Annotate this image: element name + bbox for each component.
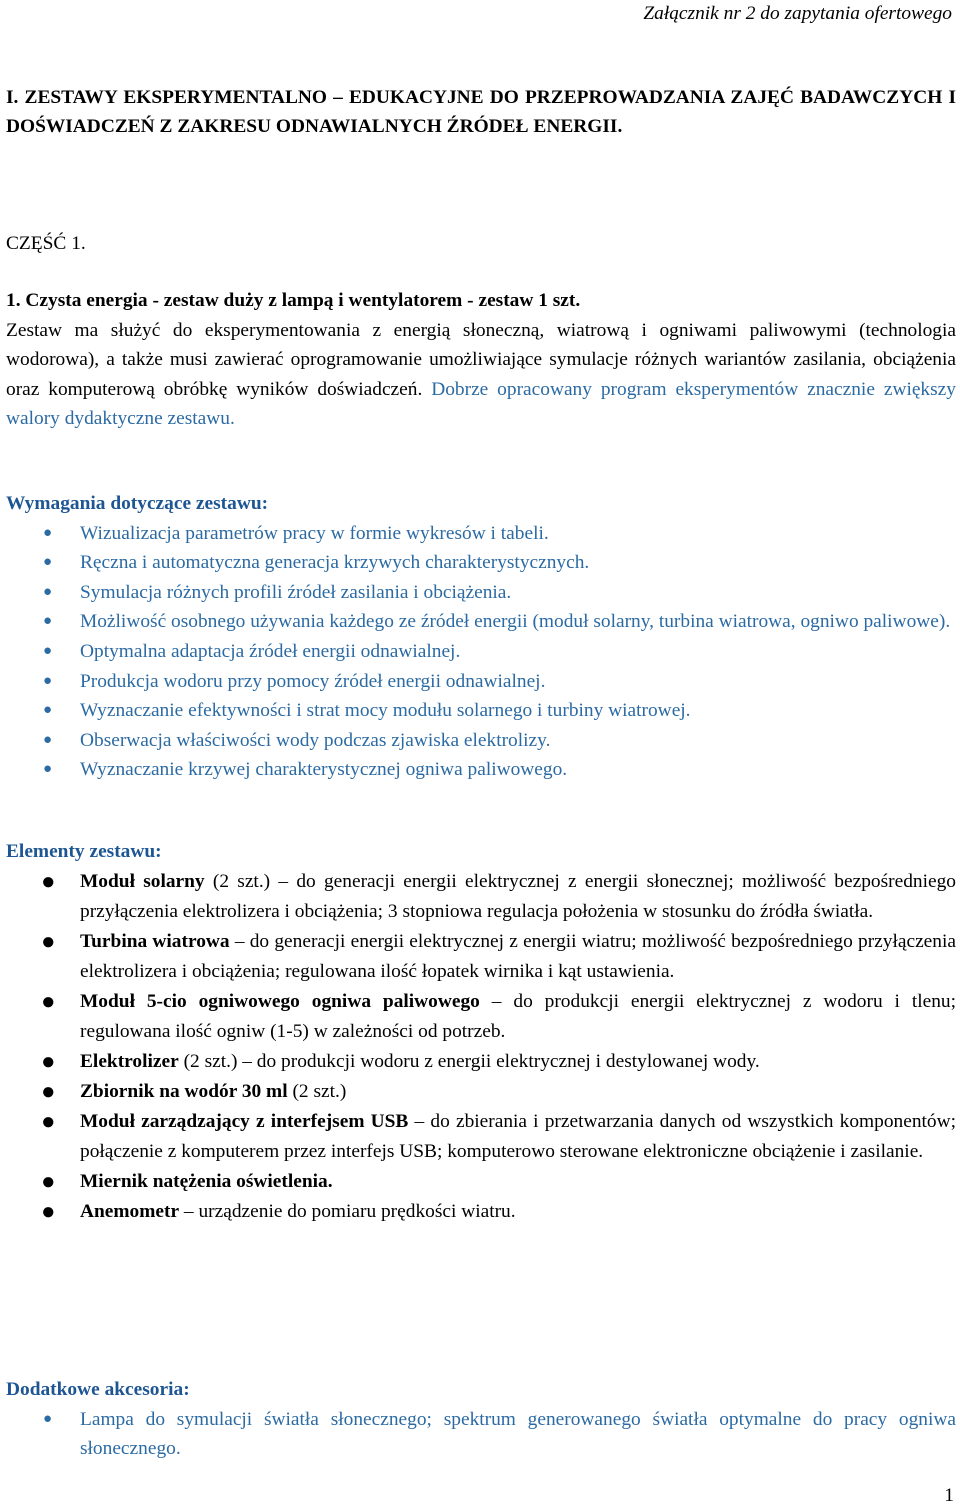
bullet-icon: ● <box>41 1168 56 1195</box>
bullet-icon: ● <box>43 761 53 778</box>
list-item: ● Zbiornik na wodór 30 ml (2 szt.) <box>41 1078 347 1105</box>
bullet-icon: ● <box>41 988 56 1015</box>
list-item: ● Turbina wiatrowa – do generacji energii elektrycznej z energii wiatru; możliwość bezpośredniego przyłączenia elektrolizera i obciążenia; regulowana ilość łopatek wirnika i kąt ustawienia. <box>41 928 956 982</box>
list-item: ● Moduł zarządzający z interfejsem USB – do zbierania i przetwarzania danych od wszystkich komponentów; połączenie z komputerem przez interfejs USB; komputerowo sterowane elektroniczne obciążenie i zasilanie. <box>41 1108 957 1162</box>
list-item: ● Wyznaczanie krzywej charakterystycznej ogniwa paliwowego. <box>6 755 956 785</box>
list-item: ● Ręczna i automatyczna generacja krzywych charakterystycznych. <box>6 548 956 578</box>
list-item: ● Miernik natężenia oświetlenia. <box>41 1168 333 1195</box>
list-item: ● Możliwość osobnego używania każdego ze źródeł energii (moduł solarny, turbina wiatrowa, ogniwo paliwowe). <box>6 607 956 637</box>
section-1 <box>6 286 956 434</box>
intro-extra: Dobrze opracowany program eksperymentów znacznie zwiększy walory dydaktyczne zestawu. <box>6 378 956 430</box>
list-item: ● Symulacja różnych profili źródeł zasilania i obciążenia. <box>6 578 956 608</box>
list-item: ● Elektrolizer (2 szt.) – do produkcji wodoru z energii elektrycznej i destylowanej wody. <box>41 1048 760 1075</box>
bullet-icon: ● <box>43 1410 53 1427</box>
bullet-icon: ● <box>43 642 53 659</box>
bullet-icon: ● <box>41 1048 56 1075</box>
elements-list <box>6 867 956 1227</box>
list-item: ● Obserwacja właściwości wody podczas zjawiska elektrolizy. <box>6 726 956 756</box>
bullet-icon: ● <box>41 928 56 955</box>
bullet-icon: ● <box>43 672 53 689</box>
list-item: ● Wizualizacja parametrów pracy w formie wykresów i tabeli. <box>6 519 956 549</box>
requirements-heading: Wymagania dotyczące zestawu: <box>6 493 269 514</box>
elements-block <box>6 837 956 1227</box>
list-item: ● Moduł 5-cio ogniwowego ogniwa paliwowego – do produkcji energii elektrycznej z wodoru i tlenu; regulowana ilość ogniw (1-5) w zależności od potrzeb. <box>41 988 956 1042</box>
bullet-icon: ● <box>43 731 53 748</box>
bullet-icon: ● <box>41 1108 56 1135</box>
list-item: ● Optymalna adaptacja źródeł energii odnawialnej. <box>6 637 956 667</box>
accessories-list <box>6 1405 956 1464</box>
bullet-icon: ● <box>43 583 53 600</box>
page-number: 1 <box>944 1485 954 1506</box>
accessories-heading: Dodatkowe akcesoria: <box>6 1379 190 1400</box>
list-item: ● Anemometr – urządzenie do pomiaru prędkości wiatru. <box>41 1198 516 1225</box>
intro-main: Zestaw ma służyć do eksperymentowania z energią słoneczną, wiatrową i ogniwami paliwowymi (technologia wodorowa), a także musi zawierać oprogramowanie umożliwiające symulacje różnych wariantów zasilania, obciążenia oraz komputerową obróbkę wyników doświadczeń. <box>6 319 956 400</box>
requirements-block <box>6 489 956 785</box>
elements-heading: Elementy zestawu: <box>6 841 162 862</box>
part-heading: CZĘŚĆ 1. <box>6 233 86 254</box>
section-title: 1. Czysta energia - zestaw duży z lampą i wentylatorem - zestaw 1 szt. <box>6 290 581 311</box>
bullet-icon: ● <box>43 702 53 719</box>
bullet-icon: ● <box>41 868 56 895</box>
bullet-icon: ● <box>41 1198 56 1225</box>
list-item: ● Produkcja wodoru przy pomocy źródeł energii odnawialnej. <box>6 667 956 697</box>
bullet-icon: ● <box>43 554 53 571</box>
list-item: ● Wyznaczanie efektywności i strat mocy modułu solarnego i turbiny wiatrowej. <box>6 696 956 726</box>
bullet-icon: ● <box>41 1078 56 1105</box>
bullet-icon: ● <box>43 524 53 541</box>
section-intro <box>6 316 956 434</box>
main-title: I. ZESTAWY EKSPERYMENTALNO – EDUKACYJNE DO PRZEPROWADZANIA ZAJĘĆ BADAWCZYCH I DOŚWIADCZEŃ Z ZAKRESU ODNAWIALNYCH ŹRÓDEŁ ENERGII. <box>6 87 956 137</box>
requirements-list <box>6 519 956 785</box>
annex-header: Załącznik nr 2 do zapytania ofertowego <box>643 3 952 24</box>
bullet-icon: ● <box>43 613 53 630</box>
list-item: ● Moduł solarny (2 szt.) – do generacji energii elektrycznej z energii słonecznej; możliwość bezpośredniego przyłączenia elektrolizera i obciążenia; 3 stopniowa regulacja położenia w stosunku do źródła światła. <box>41 868 956 922</box>
list-item: ● Lampa do symulacji światła słonecznego; spektrum generowanego światła optymalne do pracy ogniwa słonecznego. <box>6 1405 956 1464</box>
accessories-block <box>6 1375 956 1464</box>
